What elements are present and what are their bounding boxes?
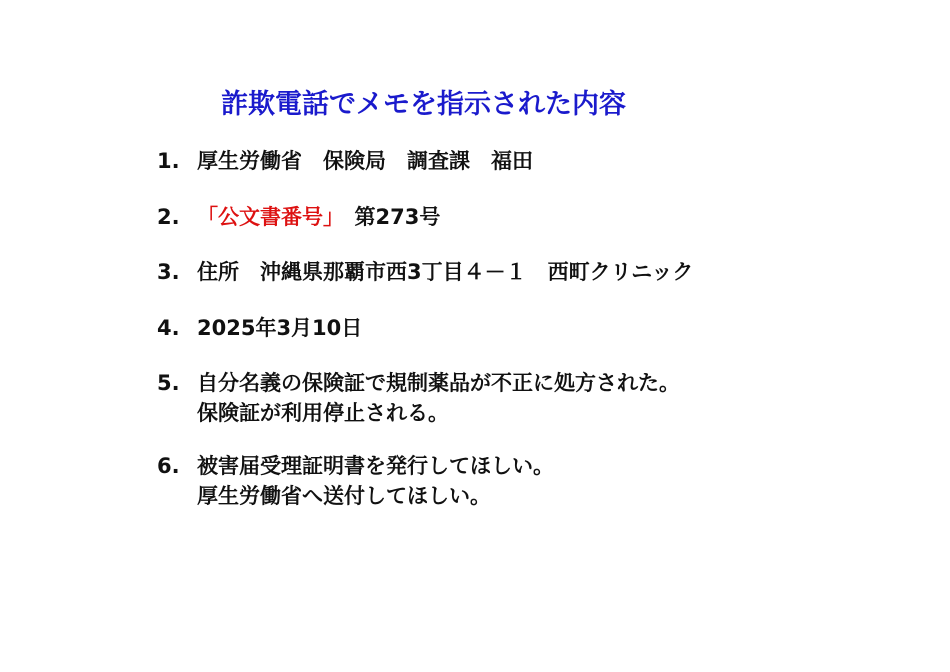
list-item-3 bbox=[157, 257, 693, 287]
item-text: 2025年3月10日 bbox=[197, 316, 363, 340]
item-text: 被害届受理証明書を発行してほしい。 bbox=[197, 454, 554, 478]
item-number: 2. bbox=[157, 205, 180, 229]
official-document-number-label: 「公文書番号」 bbox=[197, 205, 334, 229]
list-item-4 bbox=[157, 313, 362, 343]
item-text-continuation: 保険証が利用停止される。 bbox=[197, 401, 449, 425]
item-text: 第273号 bbox=[333, 205, 441, 229]
list-item-1 bbox=[157, 146, 533, 176]
item-number: 4. bbox=[157, 316, 180, 340]
document-title: 詐欺電話でメモを指示された内容 bbox=[221, 89, 626, 120]
list-item-2 bbox=[157, 202, 440, 232]
item-number: 6. bbox=[157, 454, 180, 478]
item-text-continuation: 厚生労働省へ送付してほしい。 bbox=[197, 484, 491, 508]
item-text: 自分名義の保険証で規制薬品が不正に処方された。 bbox=[197, 371, 680, 395]
item-number: 3. bbox=[157, 260, 180, 284]
item-text: 厚生労働省 保険局 調査課 福田 bbox=[197, 149, 533, 173]
list-item-5 bbox=[157, 368, 680, 428]
item-number: 5. bbox=[157, 371, 180, 395]
item-text: 住所 沖縄県那覇市西3丁目４－１ 西町クリニック bbox=[197, 260, 694, 284]
item-number: 1. bbox=[157, 149, 180, 173]
list-item-6 bbox=[157, 451, 554, 511]
